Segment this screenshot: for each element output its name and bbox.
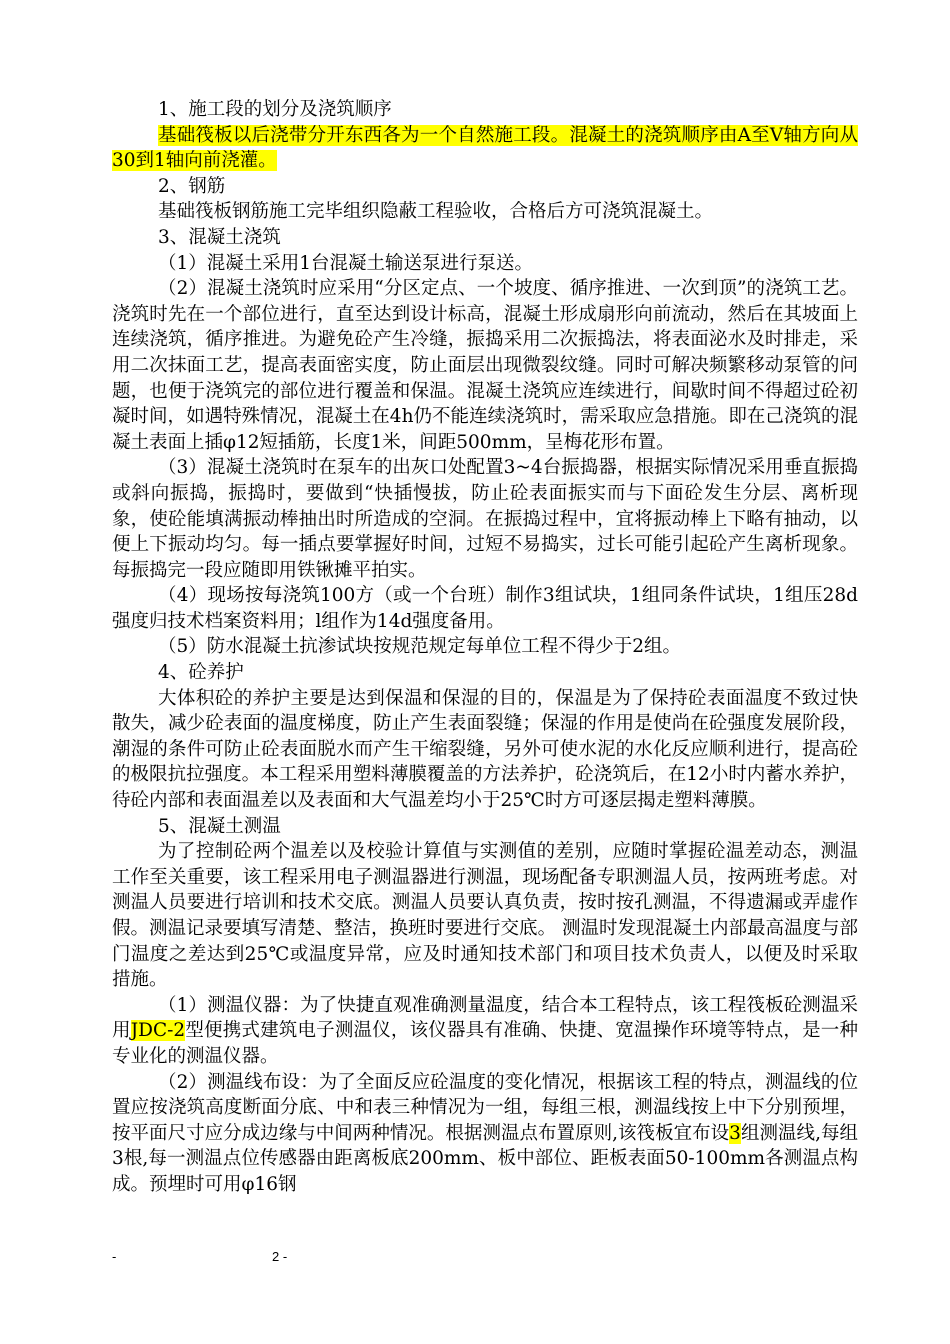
- text-run: 2、钢筋: [158, 175, 226, 197]
- paragraph: [112, 225, 858, 251]
- paragraph: [112, 276, 858, 455]
- text-run: 大体积砼的养护主要是达到保温和保湿的目的，保温是为了保持砼表面温度不致过快散失，减少砼表面的温度梯度，防止产生表面裂缝；保湿的作用是使尚在砼强度发展阶段，潮湿的条件可防止砼表面脱水而产生干缩裂缝，另外可使水泥的水化反应顺利进行，提高砼的极限抗拉强度。本工程采用塑料薄膜覆盖的方法养护，砼浇筑后，在12小时内蓄水养护，待砼内部和表面温差以及表面和大气温差均小于25℃时方可逐层揭走塑料薄膜。: [112, 687, 858, 812]
- text-run: （5）防水混凝土抗渗试块按规范规定每单位工程不得少于2组。: [158, 636, 682, 658]
- text-run: 3、混凝土浇筑: [158, 226, 281, 248]
- text-run: 基础筏板钢筋施工完毕组织隐蔽工程验收，合格后方可浇筑混凝土。: [158, 201, 714, 223]
- text-run: 4、砼养护: [158, 662, 244, 684]
- highlighted-text: JDC-2: [130, 1020, 186, 1042]
- paragraph: [112, 634, 858, 660]
- text-run: 1、施工段的划分及浇筑顺序: [158, 99, 392, 120]
- text-run: 为了控制砼两个温差以及校验计算值与实测值的差别，应随时掌握砼温差动态，测温工作至关重要，该工程采用电子测温器进行测温，现场配备专职测温人员，按两班考虑。对测温人员要进行培训和技术交底。测温人员要认真负责，按时按孔测温，不得遗漏或弄虚作假。测温记录要填写清楚、整洁，换班时要进行交底。 测温时发现混凝土内部最高温度与部门温度之差达到25℃或温度异常，应及时通知技术部门和项目技术负责人，以便及时采取措施。: [112, 841, 858, 991]
- paragraph: [112, 660, 858, 686]
- paragraph: [112, 174, 858, 200]
- paragraph: [112, 199, 858, 225]
- paragraph: [112, 455, 858, 583]
- text-run: （1）混凝土采用1台混凝土输送泵进行泵送。: [158, 252, 534, 274]
- text-run: 5、混凝土测温: [158, 815, 281, 837]
- text-run: （3）混凝土浇筑时在泵车的出灰口处配置3~4台振捣器，根据实际情况采用垂直振捣或斜向振捣，振捣时，要做到“快插慢拔，防止砼表面振实而与下面砼发生分层、离析现象，使砼能填满振动棒抽出时所造成的空洞。在振捣过程中，宜将振动棒上下略有抽动，以便上下振动均匀。每一插点要掌握好时间，过短不易捣实，过长可能引起砼产生离析现象。每振捣完一段应随即用铁锹摊平拍实。: [112, 457, 858, 581]
- paragraph: [112, 1070, 858, 1198]
- paragraph: [112, 251, 858, 277]
- paragraph: [112, 839, 858, 993]
- document-body: [112, 97, 858, 1198]
- paragraph: [112, 123, 858, 174]
- text-run: 型便携式建筑电子测温仪，该仪器具有准确、快捷、宽温操作环境等特点，是一种专业化的测温仪器。: [112, 1020, 858, 1067]
- highlighted-text: 基础筏板以后浇带分开东西各为一个自然施工段。混凝土的浇筑顺序由A至V轴方向从30到1轴向前浇灌。: [112, 124, 858, 172]
- text-run: 组测温线,每组3根,每一测温点位传感器由距离板底200mm、板中部位、距板表面50-100mm各测温点构成。预埋时可用φ16钢: [112, 1122, 858, 1195]
- highlighted-text: 3: [729, 1122, 741, 1144]
- text-run: （1）测温仪器：为了快捷直观准确测量温度，结合本工程特点，该工程筏板砼测温采用: [112, 994, 858, 1042]
- paragraph: [112, 814, 858, 840]
- text-run: （4）现场按每浇筑100方（或一个台班）制作3组试块，1组同条件试块，1组压28d强度归技术档案资料用；l组作为14d强度备用。: [112, 585, 858, 632]
- paragraph: [112, 686, 858, 814]
- footer-dash: -: [112, 1249, 117, 1264]
- paragraph: [112, 993, 858, 1070]
- text-run: （2）测温线布设：为了全面反应砼温度的变化情况，根据该工程的特点，测温线的位置应按浇筑高度断面分底、中和表三种情况为一组，每组三根，测温线按上中下分别预埋，按平面尺寸应分成边缘与中间两种情况。根据测温点布置原则,该筏板宜布设: [112, 1071, 858, 1144]
- paragraph: [112, 97, 858, 123]
- paragraph: [112, 583, 858, 634]
- text-run: （2）混凝土浇筑时应采用“分区定点、一个坡度、循序推进、一次到顶”的浇筑工艺。浇筑时先在一个部位进行，直至达到设计标高，混凝土形成扇形向前流动，然后在其坡面上连续浇筑，循序推进。为避免砼产生冷缝，振捣采用二次振捣法，将表面泌水及时排走，采用二次抹面工艺，提高表面密实度，防止面层出现微裂纹缝。同时可解决频繁移动泵管的问题，也便于浇筑完的部位进行覆盖和保温。混凝土浇筑应连续进行，间歇时间不得超过砼初凝时间，如遇特殊情况，混凝土在4h仍不能连续浇筑时，需采取应急措施。即在己浇筑的混凝土表面上插φ12短插筋，长度1米，间距500mm，呈梅花形布置。: [112, 278, 858, 453]
- page-number: 2 -: [272, 1249, 288, 1264]
